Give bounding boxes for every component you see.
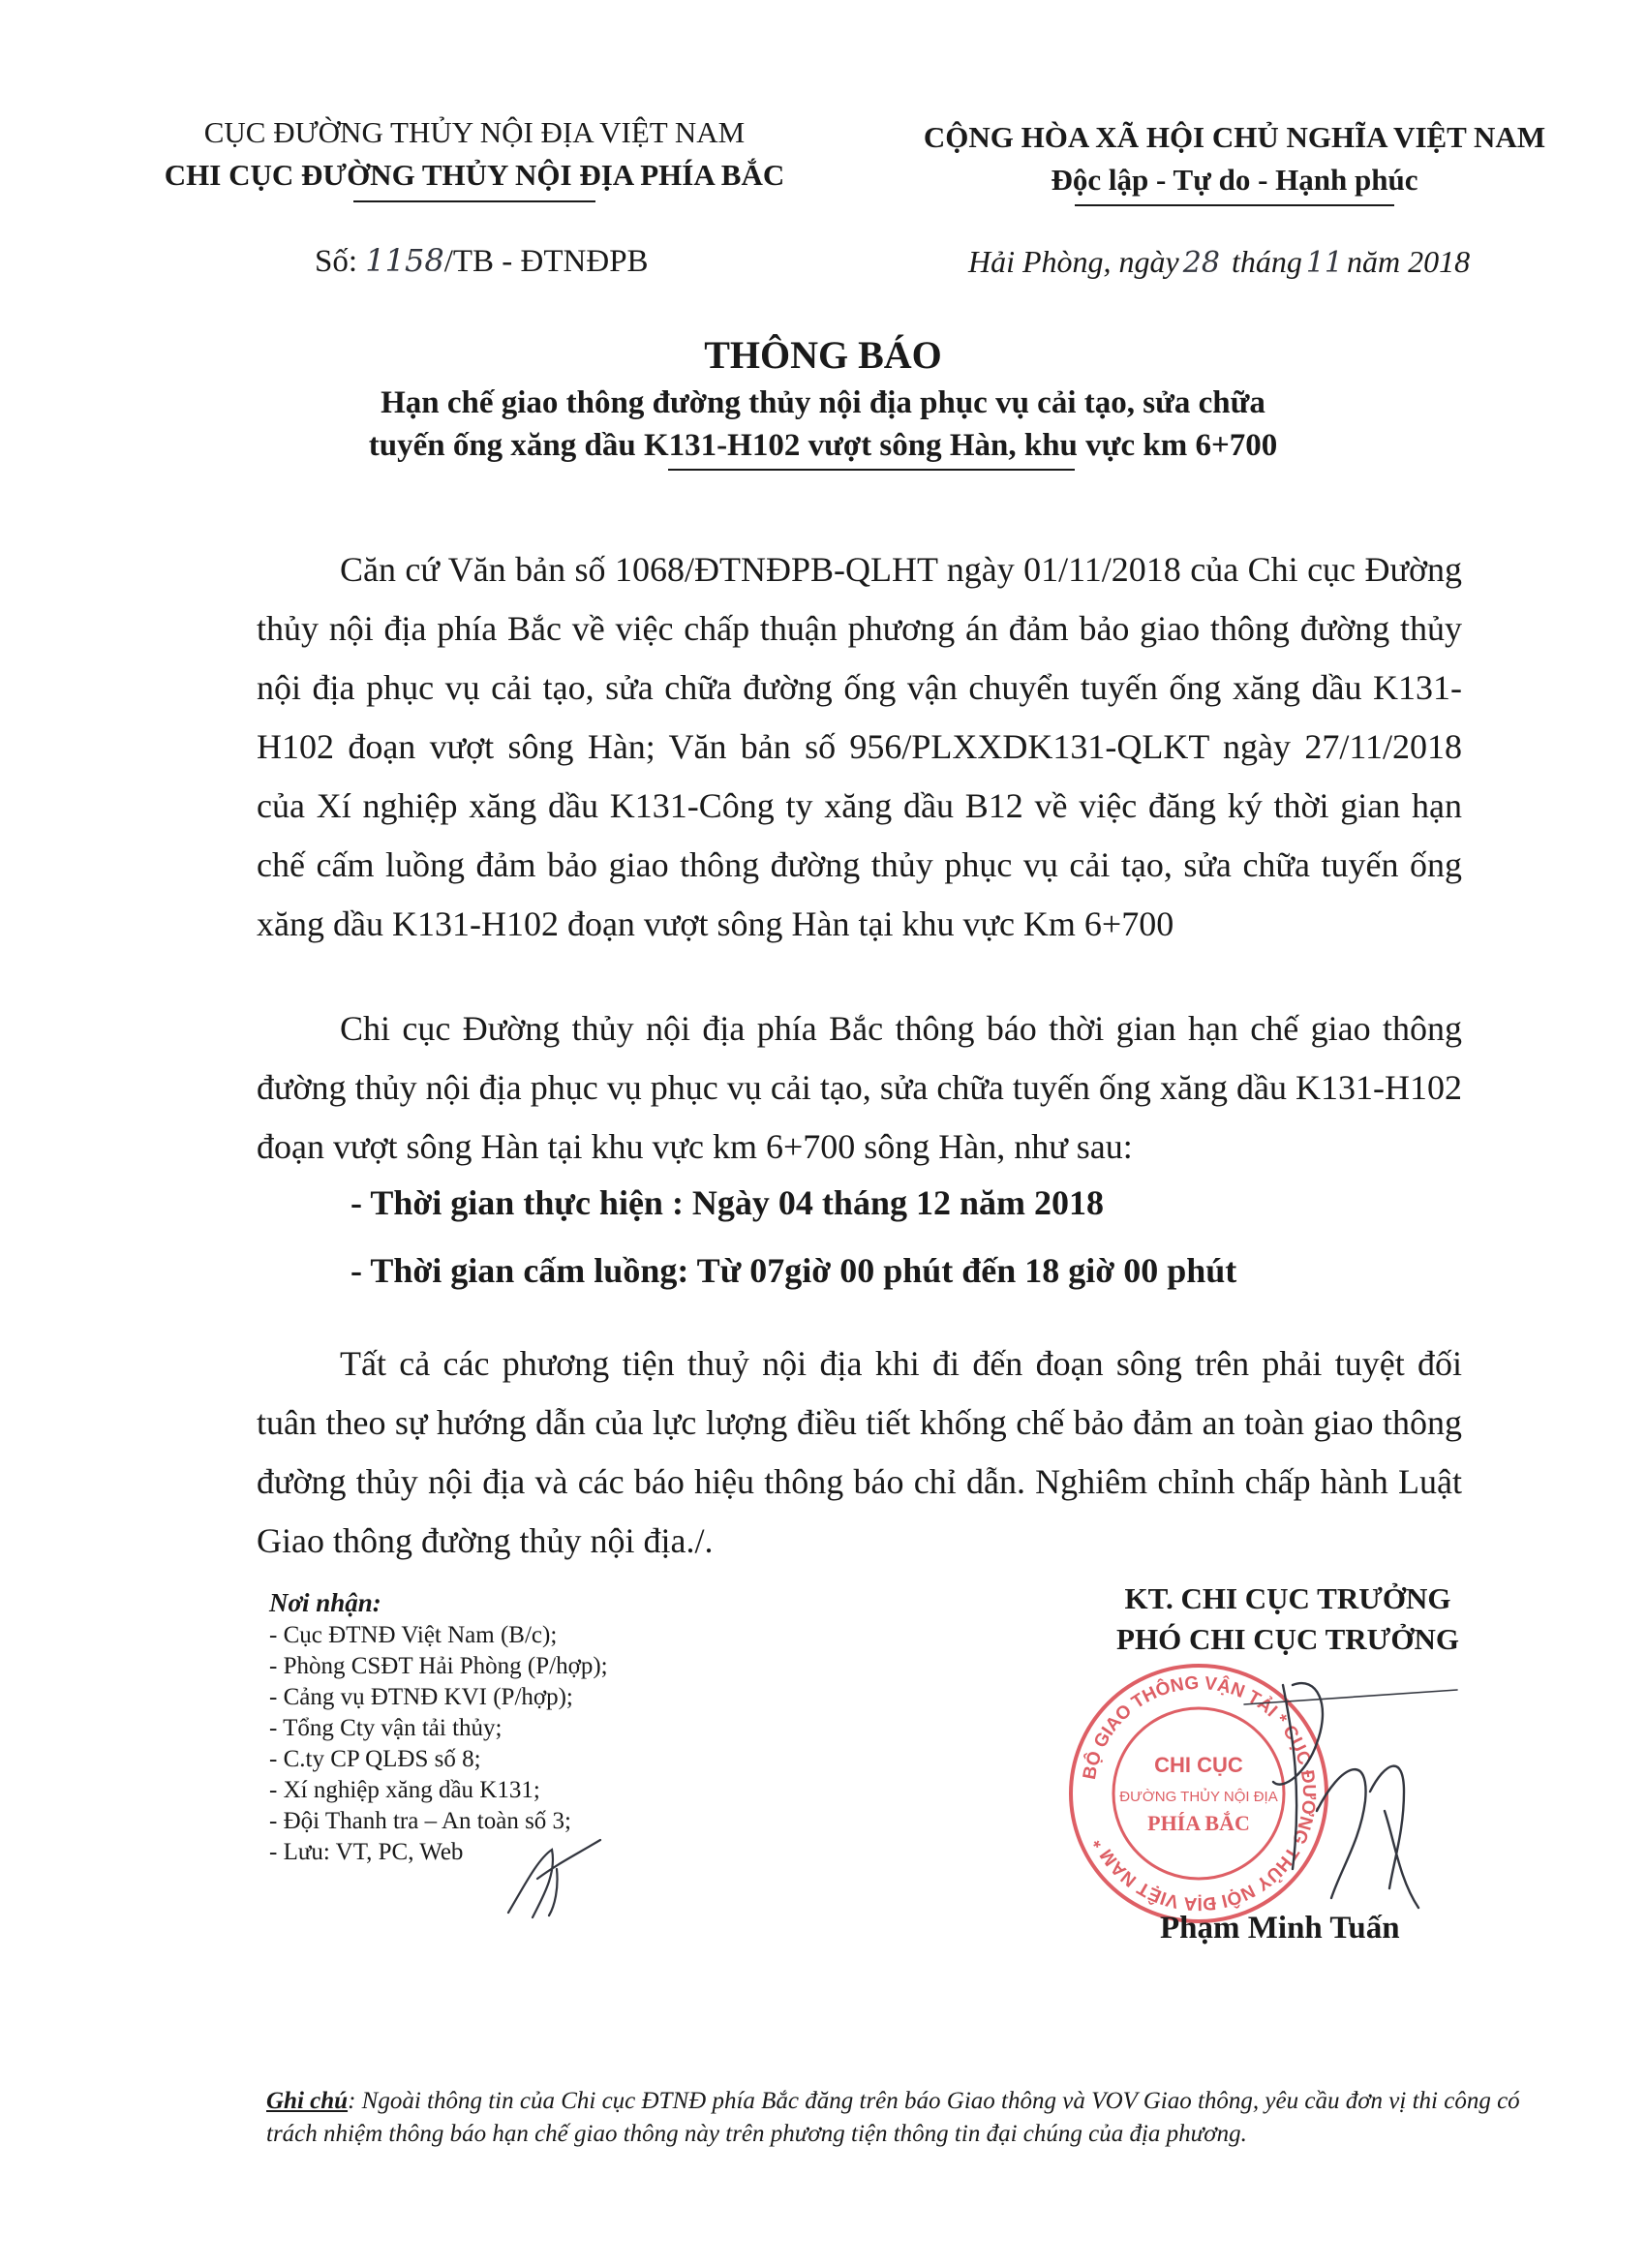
recipient-item: - Đội Thanh tra – An toàn số 3; [269, 1808, 571, 1834]
handwritten-signature [1225, 1646, 1467, 1927]
signer-name [1160, 1911, 1400, 1946]
doc-no-suffix: /TB - ĐTNĐPB [443, 244, 649, 279]
footnote [266, 2085, 1525, 2151]
body-paragraph-1 [257, 540, 1462, 954]
motto: Độc lập - Tự do - Hạnh phúc [1051, 163, 1418, 197]
stamp-line-2: ĐƯỜNG THỦY NỘI ĐỊA [1119, 1789, 1278, 1805]
date-year: năm 2018 [1347, 244, 1471, 279]
recipient-item: - Tổng Cty vận tải thủy; [269, 1715, 503, 1741]
date-place: Hải Phòng, ngày [968, 244, 1179, 279]
initials-mark [499, 1821, 615, 1927]
date-month-label: tháng [1231, 244, 1302, 279]
stamp-line-1: CHI CỤC [1154, 1753, 1243, 1777]
footnote-text: : Ngoài thông tin của Chi cục ĐTNĐ phía Bắc đăng trên báo Giao thông và VOV Giao thông, yêu cầu đơn vị thi công có trách nhiệm thông báo hạn chế giao thông này trên phương tiện thông tin đại chúng của địa phương. [266, 2088, 1520, 2147]
country-name: CỘNG HÒA XÃ HỘI CHỦ NGHĨA VIỆT NAM [923, 120, 1546, 154]
date-day: 28 [1182, 246, 1220, 280]
bullet-execution-time: - Thời gian thực hiện : Ngày 04 tháng 12 năm 2018 [351, 1183, 1104, 1222]
para1-text: Căn cứ Văn bản số 1068/ĐTNĐPB-QLHT ngày 01/11/2018 của Chi cục Đường thủy nội địa phía Bắc về việc chấp thuận phương án đảm bảo giao thông đường thủy nội địa phục vụ cải tạo, sửa chữa đường ống vận chuyển tuyến ống xăng dầu K131-H102 đoạn vượt sông Hàn; Văn bản số 956/PLXXDK131-QLKT ngày 27/11/2018 của Xí nghiệp xăng dầu K131-Công ty xăng dầu B12 về việc đăng ký thời gian hạn chế cấm luồng đảm bảo giao thông đường thủy phục vụ cải tạo, sửa chữa tuyến ống xăng dầu K131-H102 đoạn vượt sông Hàn tại khu vực Km 6+700 [257, 550, 1462, 943]
sub-agency-name: CHI CỤC ĐƯỜNG THỦY NỘI ĐỊA PHÍA BẮC [164, 158, 785, 192]
title-underline [668, 469, 1075, 471]
stamp-outer-text: BỘ GIAO THÔNG VẬN TẢI * CỤC ĐƯỜNG THỦY NỘI ĐỊA VIỆT NAM * [1079, 1672, 1320, 1915]
para3-text: Tất cả các phương tiện thuỷ nội địa khi đi đến đoạn sông trên phải tuyệt đối tuân theo sự hướng dẫn của lực lượng điều tiết khống chế bảo đảm an toàn giao thông đường thủy nội địa và các báo hiệu thông báo chỉ dẫn. Nghiêm chỉnh chấp hành Luật Giao thông đường thủy nội địa./. [257, 1344, 1462, 1560]
recipients-heading: Nơi nhận: [269, 1588, 381, 1617]
header-left [97, 111, 852, 202]
recipient-item: - Xí nghiệp xăng dầu K131; [269, 1777, 540, 1803]
recipient-item: - Phòng CSĐT Hải Phòng (P/hợp); [269, 1653, 608, 1679]
para2-text: Chi cục Đường thủy nội địa phía Bắc thông báo thời gian hạn chế giao thông đường thủy nội địa phục vụ phục vụ cải tạo, sửa chữa tuyến ống xăng dầu K131-H102 đoạn vượt sông Hàn tại khu vực km 6+700 sông Hàn, như sau: [257, 1009, 1462, 1166]
subtitle-line-1: Hạn chế giao thông đường thủy nội địa phục vụ cải tạo, sửa chữa [381, 385, 1265, 420]
recipient-item: - Cục ĐTNĐ Việt Nam (B/c); [269, 1622, 558, 1648]
recipient-item: - C.ty CP QLĐS số 8; [269, 1746, 481, 1772]
subtitle-line-2: tuyến ống xăng dầu K131-H102 vượt sông Hàn, khu vực km 6+700 [368, 428, 1278, 463]
signature-title-2: PHÓ CHI CỤC TRƯỞNG [1116, 1622, 1459, 1656]
recipient-item: - Cảng vụ ĐTNĐ KVI (P/hợp); [269, 1684, 573, 1710]
agency-name: CỤC ĐƯỜNG THỦY NỘI ĐỊA VIỆT NAM [203, 115, 746, 149]
date-line [968, 244, 1470, 280]
body-paragraph-3 [257, 1334, 1462, 1571]
header-right [862, 116, 1607, 206]
document-title: THÔNG BÁO [704, 333, 942, 377]
document-number [315, 242, 649, 280]
title-block [0, 329, 1646, 471]
footnote-label: Ghi chú [266, 2088, 349, 2114]
date-month: 11 [1305, 246, 1344, 280]
header-left-underline [353, 200, 595, 202]
bullet-closure-time: - Thời gian cấm luồng: Từ 07giờ 00 phút đến 18 giờ 00 phút [351, 1251, 1237, 1290]
signature-title-1: KT. CHI CỤC TRƯỞNG [1124, 1581, 1451, 1615]
recipient-item: - Lưu: VT, PC, Web [269, 1839, 464, 1865]
body-paragraph-2 [257, 999, 1462, 1177]
doc-no-handwritten: 1158 [365, 242, 444, 279]
signer-name-text: Phạm Minh Tuấn [1160, 1911, 1400, 1946]
doc-no-prefix: Số: [315, 244, 358, 279]
motto-underline [1075, 204, 1394, 206]
stamp-line-3: PHÍA BẮC [1147, 1811, 1250, 1835]
